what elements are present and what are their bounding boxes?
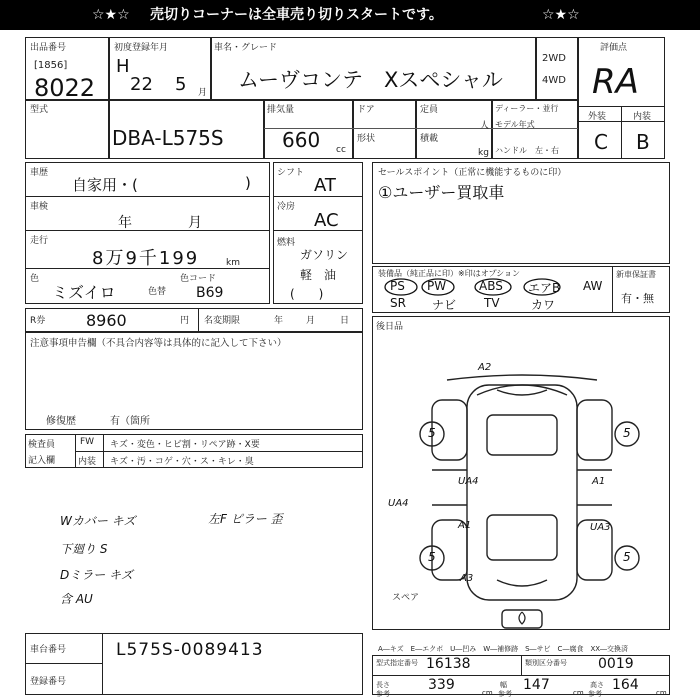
equip-sr: SR: [390, 296, 406, 310]
inspection-label: 車検: [30, 202, 49, 212]
inspection-month: 月: [188, 215, 202, 231]
history-value: 自家用・(: [72, 176, 138, 194]
car-name-label: 車名・グレード: [214, 43, 278, 53]
capacity-label: 定員: [420, 105, 439, 115]
class-no-label: 類別区分番号: [525, 659, 567, 667]
mark-a1-right: A1: [592, 476, 606, 487]
interior-grade: B: [636, 130, 650, 154]
month-value: 5: [175, 74, 187, 95]
color-code: B69: [196, 285, 224, 301]
note-underbody: 下廻り S: [60, 542, 108, 556]
r-ticket-yen: 円: [180, 316, 190, 326]
exterior-label: 外装: [588, 112, 607, 122]
banner-stars-right: ☆★☆: [542, 7, 580, 23]
mark-a2: A2: [478, 362, 492, 373]
spare-label: スペア: [392, 593, 420, 603]
length-label: 長さ: [376, 681, 390, 689]
mark-ua3: UA3: [590, 522, 611, 533]
fuel-label: 燃料: [277, 238, 296, 248]
equipment-circles: [372, 266, 612, 313]
warranty-label: 新車保証書: [616, 270, 656, 279]
shift-value: AT: [314, 175, 336, 196]
inspector-label-2: 記入欄: [28, 456, 56, 466]
model-year-label: モデル年式: [495, 120, 535, 129]
drive-2wd: 2WD: [542, 53, 566, 64]
banner-title: 売切りコーナーは全車売り切りスタートです。: [150, 7, 443, 23]
height-ref: 参考: [588, 690, 602, 698]
sales-point-label: セールスポイント（正常に機能するものに印）: [378, 168, 567, 178]
fw-items: キズ・変色・ヒビ割・リペア跡・X要: [110, 440, 260, 450]
displacement-label: 排気量: [267, 105, 295, 115]
height-value: 164: [612, 677, 639, 693]
length-ref: 参考: [376, 690, 390, 698]
year-value: 22: [130, 74, 153, 95]
width-value: 147: [523, 677, 550, 693]
displacement-value: 660: [282, 128, 321, 152]
fw-label: FW: [80, 437, 95, 447]
mileage-value: 8万9千199: [92, 248, 200, 269]
equip-abs: ABS: [479, 279, 503, 293]
color-swap-label: 色替: [148, 287, 167, 297]
banner-stars-left: ☆★☆: [92, 7, 130, 23]
equip-pw: PW: [427, 279, 447, 293]
car-name: ムーヴコンテ Xスペシャル: [238, 68, 503, 92]
height-unit: cm: [656, 689, 667, 697]
equip-airbag: エアB: [528, 281, 561, 295]
top-banner: [0, 0, 700, 30]
fuel-diesel: 軽 油: [300, 268, 337, 282]
first-reg-label: 初度登録年月: [114, 43, 169, 53]
dealer-label: ディーラー・並行: [495, 104, 559, 113]
mark-5-rl: 5: [428, 550, 436, 564]
fuel-other: ( ): [290, 287, 324, 301]
type-no-label: 型式指定番号: [376, 659, 418, 667]
mark-5-fr: 5: [623, 426, 631, 440]
model-label: 型式: [30, 105, 49, 115]
type-no-value: 16138: [426, 656, 471, 672]
door-label: ドア: [357, 105, 375, 115]
note-au: 含 AU: [60, 592, 93, 606]
equip-tv: TV: [484, 296, 500, 310]
interior-items: キズ・汚・コゲ・穴・ス・キレ・臭: [110, 457, 254, 467]
class-no-value: 0019: [598, 656, 634, 672]
history-label: 車歴: [30, 168, 49, 178]
equip-leather: カワ: [531, 298, 556, 312]
note-pillar: 左F ピラー 歪: [208, 512, 283, 526]
rear-label: 後日品: [376, 322, 404, 332]
shift-label: シフト: [277, 168, 305, 178]
capacity-unit: 人: [480, 121, 490, 131]
name-change-year: 年: [274, 316, 284, 326]
overall-grade: RA: [592, 62, 639, 102]
mark-5-fl: 5: [428, 426, 436, 440]
r-ticket-label: R券: [30, 316, 46, 326]
mark-a1-left: A1: [458, 520, 472, 531]
width-ref: 参考: [498, 690, 512, 698]
repair-label: 修復歴: [46, 416, 76, 427]
width-label: 幅: [500, 681, 507, 689]
lot-number: 8022: [34, 74, 96, 102]
note-wiper-cover: Wカバー キズ: [60, 514, 136, 528]
registration-label: 登録番号: [30, 677, 67, 687]
fuel-gasoline: ガソリン: [300, 248, 349, 262]
sales-point-value: ①ユーザー買取車: [378, 183, 505, 202]
mark-ua4-left: UA4: [458, 476, 479, 487]
mark-a3: A3: [460, 573, 474, 584]
chassis-label: 車台番号: [30, 645, 67, 655]
exterior-grade: C: [594, 130, 608, 154]
equip-ps: PS: [390, 279, 405, 293]
handle-label: ハンドル 左・右: [495, 146, 559, 155]
lot-label: 出品番号: [30, 43, 67, 53]
color-label: 色: [30, 274, 40, 284]
cc-unit: cc: [336, 145, 346, 155]
shape-label: 形状: [357, 134, 376, 144]
damage-legend: A―キズ E―エクボ U―凹み W―補修跡 S―サビ C―腐食 XX―交換済: [378, 645, 629, 653]
color-value: ミズイロ: [52, 283, 116, 302]
chassis-value: L575S-0089413: [116, 640, 264, 660]
inspection-year: 年: [118, 215, 132, 231]
length-unit: cm: [482, 689, 493, 697]
height-label: 高さ: [590, 681, 604, 689]
era-value: H: [116, 56, 130, 77]
equipment-label: 装備品（純正品に印）※印はオプション: [378, 269, 520, 278]
name-change-day: 日: [340, 316, 350, 326]
notes-label: 注意事項申告欄（不具合内容等は具体的に記入して下さい）: [30, 338, 287, 349]
mark-5-rr: 5: [623, 550, 631, 564]
ac-value: AC: [314, 210, 339, 231]
interior-check-label: 内装: [78, 457, 97, 467]
note-door-mirror: Dミラー キズ: [60, 568, 133, 582]
car-diagram: [372, 330, 670, 630]
drive-4wd: 4WD: [542, 75, 566, 86]
lot-sub: [1856]: [34, 60, 68, 71]
load-unit: kg: [478, 148, 489, 158]
load-label: 積載: [420, 134, 439, 144]
width-unit: cm: [573, 689, 584, 697]
month-suffix: 月: [198, 88, 208, 98]
equip-navi: ナビ: [432, 298, 457, 312]
mileage-label: 走行: [30, 236, 49, 246]
length-value: 339: [428, 677, 455, 693]
grade-label: 評価点: [600, 43, 628, 53]
inspector-label-1: 検査員: [28, 440, 56, 450]
equip-aw: AW: [583, 279, 603, 293]
km-unit: km: [226, 258, 240, 268]
warranty-value: 有・無: [621, 292, 654, 305]
model-code: DBA-L575S: [112, 126, 224, 150]
name-change-label: 名変期限: [204, 316, 241, 326]
mark-ua4-side: UA4: [388, 498, 409, 509]
interior-label: 内装: [633, 112, 652, 122]
color-code-label: 色コード: [180, 274, 217, 284]
r-ticket-value: 8960: [86, 311, 127, 330]
repair-value: 有（箇所: [110, 416, 150, 427]
history-close-paren: ): [245, 174, 251, 192]
name-change-month: 月: [306, 316, 316, 326]
ac-label: 冷房: [277, 202, 296, 212]
